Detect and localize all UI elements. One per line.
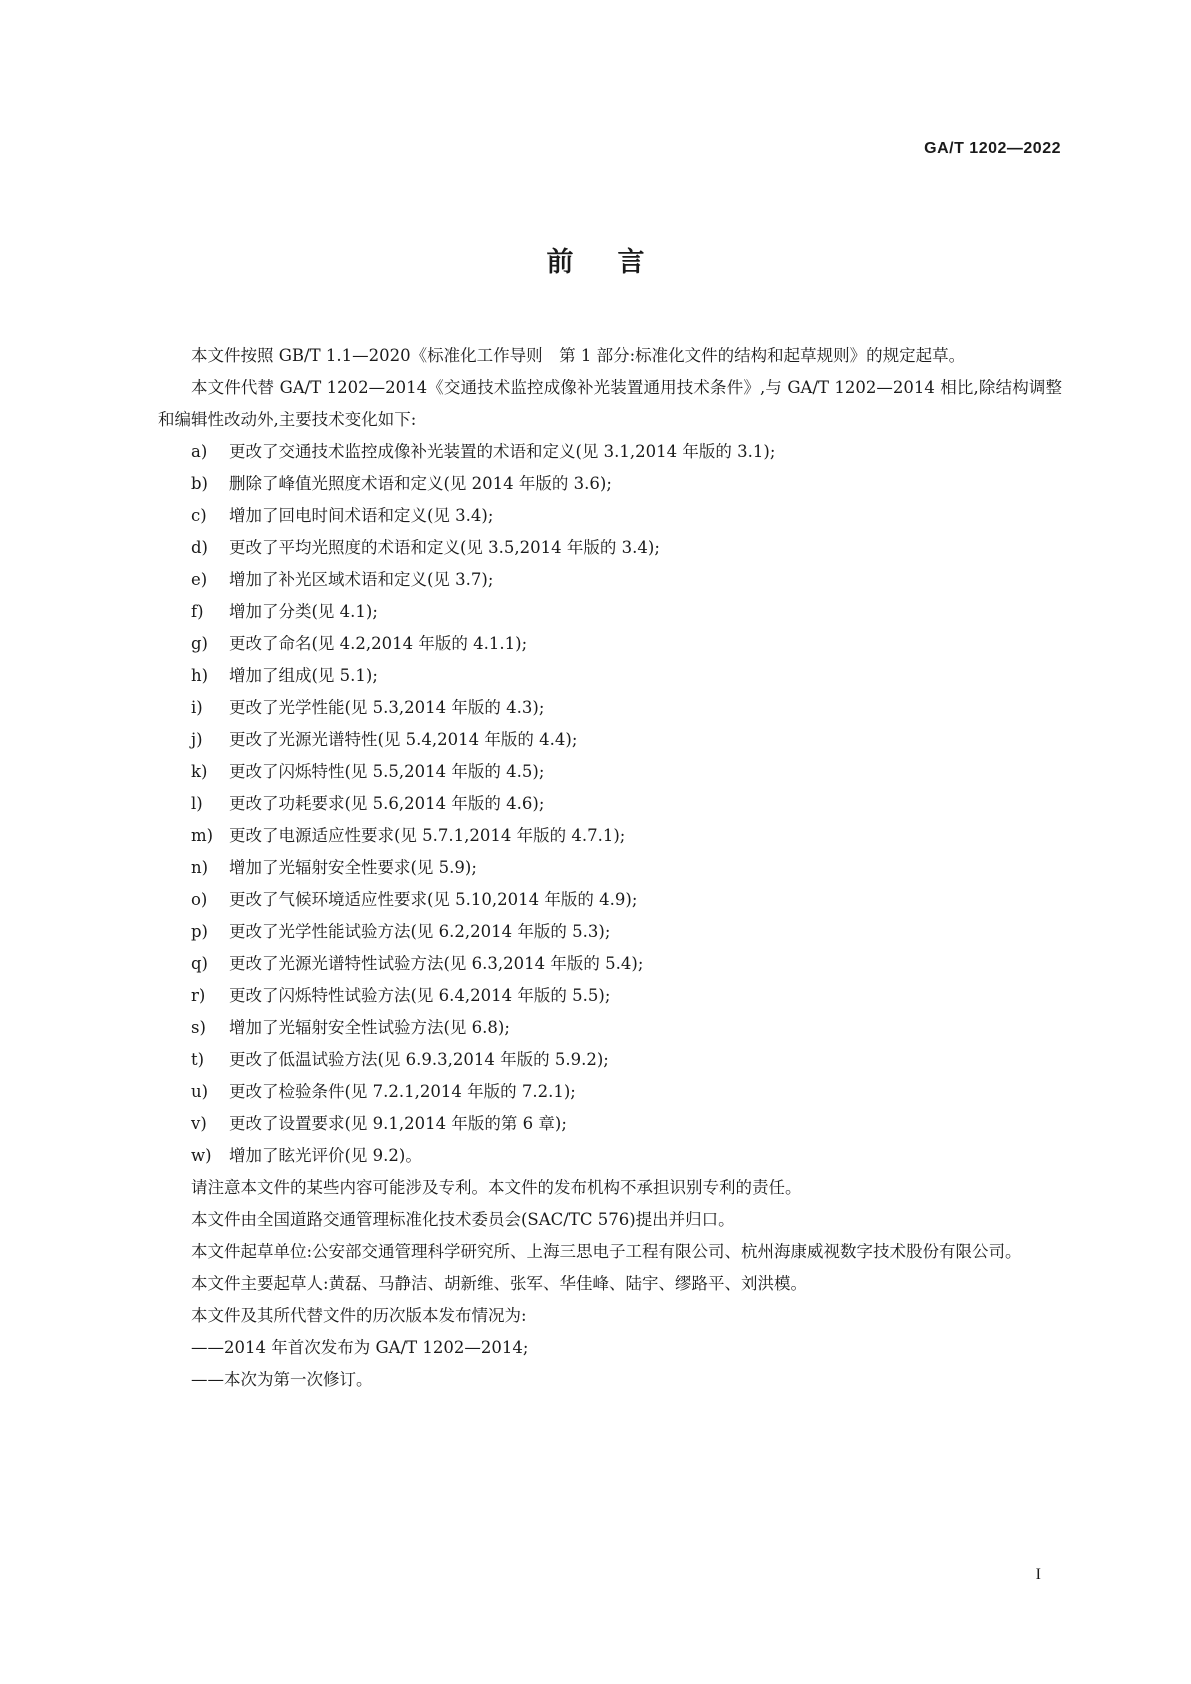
list-item [158, 788, 1062, 820]
list-marker: l) [191, 794, 203, 813]
list-marker: r) [191, 986, 206, 1005]
list-marker: s) [191, 1018, 206, 1037]
list-marker: t) [191, 1050, 205, 1069]
list-item-text: 更改了闪烁特性试验方法(见 6.4,2014 年版的 5.5); [229, 986, 611, 1005]
list-item-text: 更改了光学性能(见 5.3,2014 年版的 4.3); [229, 698, 545, 717]
patent-notice-paragraph: 请注意本文件的某些内容可能涉及专利。本文件的发布机构不承担识别专利的责任。 [191, 1178, 802, 1197]
list-item [158, 852, 1062, 884]
list-item-text: 更改了气候环境适应性要求(见 5.10,2014 年版的 4.9); [229, 890, 638, 909]
list-item [158, 1076, 1062, 1108]
list-item [158, 468, 1062, 500]
list-marker: a) [191, 442, 208, 461]
document-code: GA/T 1202—2022 [924, 140, 1061, 157]
list-item [158, 436, 1062, 468]
list-item-text: 更改了交通技术监控成像补光装置的术语和定义(见 3.1,2014 年版的 3.1); [229, 442, 776, 461]
list-marker: m) [191, 826, 214, 845]
technical-changes-list [158, 436, 1062, 1172]
list-marker: w) [191, 1146, 212, 1165]
list-marker: j) [191, 730, 203, 749]
list-marker: g) [191, 634, 208, 653]
list-marker: e) [191, 570, 208, 589]
list-item-text: 更改了命名(见 4.2,2014 年版的 4.1.1); [229, 634, 528, 653]
list-item-text: 增加了眩光评价(见 9.2)。 [229, 1146, 422, 1165]
list-item-text: 更改了功耗要求(见 5.6,2014 年版的 4.6); [229, 794, 545, 813]
history-intro-paragraph: 本文件及其所代替文件的历次版本发布情况为: [191, 1306, 527, 1325]
list-marker: h) [191, 666, 209, 685]
list-item [158, 692, 1062, 724]
list-item [158, 916, 1062, 948]
page-number: I [1035, 1566, 1041, 1583]
list-item-text: 增加了组成(见 5.1); [229, 666, 378, 685]
list-item [158, 532, 1062, 564]
list-item [158, 1140, 1062, 1172]
proposer-paragraph: 本文件由全国道路交通管理标准化技术委员会(SAC/TC 576)提出并归口。 [191, 1210, 735, 1229]
list-item-text: 增加了光辐射安全性要求(见 5.9); [229, 858, 477, 877]
list-marker: u) [191, 1082, 209, 1101]
list-marker: n) [191, 858, 209, 877]
page-title: 前言 [546, 247, 689, 278]
list-marker: d) [191, 538, 208, 557]
list-marker: c) [191, 506, 207, 525]
list-item-text: 更改了光源光谱特性(见 5.4,2014 年版的 4.4); [229, 730, 578, 749]
list-marker: i) [191, 698, 203, 717]
list-marker: q) [191, 954, 208, 973]
list-item [158, 884, 1062, 916]
list-marker: f) [191, 602, 204, 621]
list-item-text: 增加了补光区域术语和定义(见 3.7); [229, 570, 494, 589]
list-item [158, 1108, 1062, 1140]
drafters-paragraph: 本文件主要起草人:黄磊、马静洁、胡新维、张军、华佳峰、陆宇、缪路平、刘洪模。 [191, 1274, 808, 1293]
list-marker: o) [191, 890, 208, 909]
replacement-paragraph: 本文件代替 GA/T 1202—2014《交通技术监控成像补光装置通用技术条件》,与 GA/T 1202—2014 相比,除结构调整和编辑性改动外,主要技术变化如下: [158, 378, 1062, 429]
list-item [158, 596, 1062, 628]
list-item-text: 更改了检验条件(见 7.2.1,2014 年版的 7.2.1); [229, 1082, 576, 1101]
list-item-text: 更改了光源光谱特性试验方法(见 6.3,2014 年版的 5.4); [229, 954, 644, 973]
list-item-text: 增加了分类(见 4.1); [229, 602, 378, 621]
drafting-basis-paragraph: 本文件按照 GB/T 1.1—2020《标准化工作导则 第 1 部分:标准化文件的结构和起草规则》的规定起草。 [191, 346, 966, 365]
list-marker: p) [191, 922, 208, 941]
list-item-text: 更改了光学性能试验方法(见 6.2,2014 年版的 5.3); [229, 922, 611, 941]
list-item-text: 增加了回电时间术语和定义(见 3.4); [229, 506, 494, 525]
foreword-body [158, 340, 1062, 1396]
drafting-units-paragraph: 本文件起草单位:公安部交通管理科学研究所、上海三思电子工程有限公司、杭州海康威视数字技术股份有限公司。 [191, 1242, 1022, 1261]
list-marker: b) [191, 474, 208, 493]
history-line: ——2014 年首次发布为 GA/T 1202—2014; [191, 1338, 529, 1357]
list-item [158, 724, 1062, 756]
list-item-text: 增加了光辐射安全性试验方法(见 6.8); [229, 1018, 510, 1037]
list-item [158, 756, 1062, 788]
list-item [158, 1012, 1062, 1044]
list-marker: k) [191, 762, 208, 781]
list-item [158, 820, 1062, 852]
list-marker: v) [191, 1114, 207, 1133]
list-item-text: 更改了设置要求(见 9.1,2014 年版的第 6 章); [229, 1114, 567, 1133]
list-item [158, 1044, 1062, 1076]
list-item [158, 660, 1062, 692]
history-line: ——本次为第一次修订。 [191, 1370, 373, 1389]
list-item [158, 500, 1062, 532]
list-item [158, 948, 1062, 980]
list-item-text: 删除了峰值光照度术语和定义(见 2014 年版的 3.6); [229, 474, 612, 493]
list-item-text: 更改了电源适应性要求(见 5.7.1,2014 年版的 4.7.1); [229, 826, 626, 845]
list-item-text: 更改了低温试验方法(见 6.9.3,2014 年版的 5.9.2); [229, 1050, 609, 1069]
list-item-text: 更改了闪烁特性(见 5.5,2014 年版的 4.5); [229, 762, 545, 781]
list-item [158, 628, 1062, 660]
list-item [158, 980, 1062, 1012]
list-item-text: 更改了平均光照度的术语和定义(见 3.5,2014 年版的 3.4); [229, 538, 660, 557]
list-item [158, 564, 1062, 596]
